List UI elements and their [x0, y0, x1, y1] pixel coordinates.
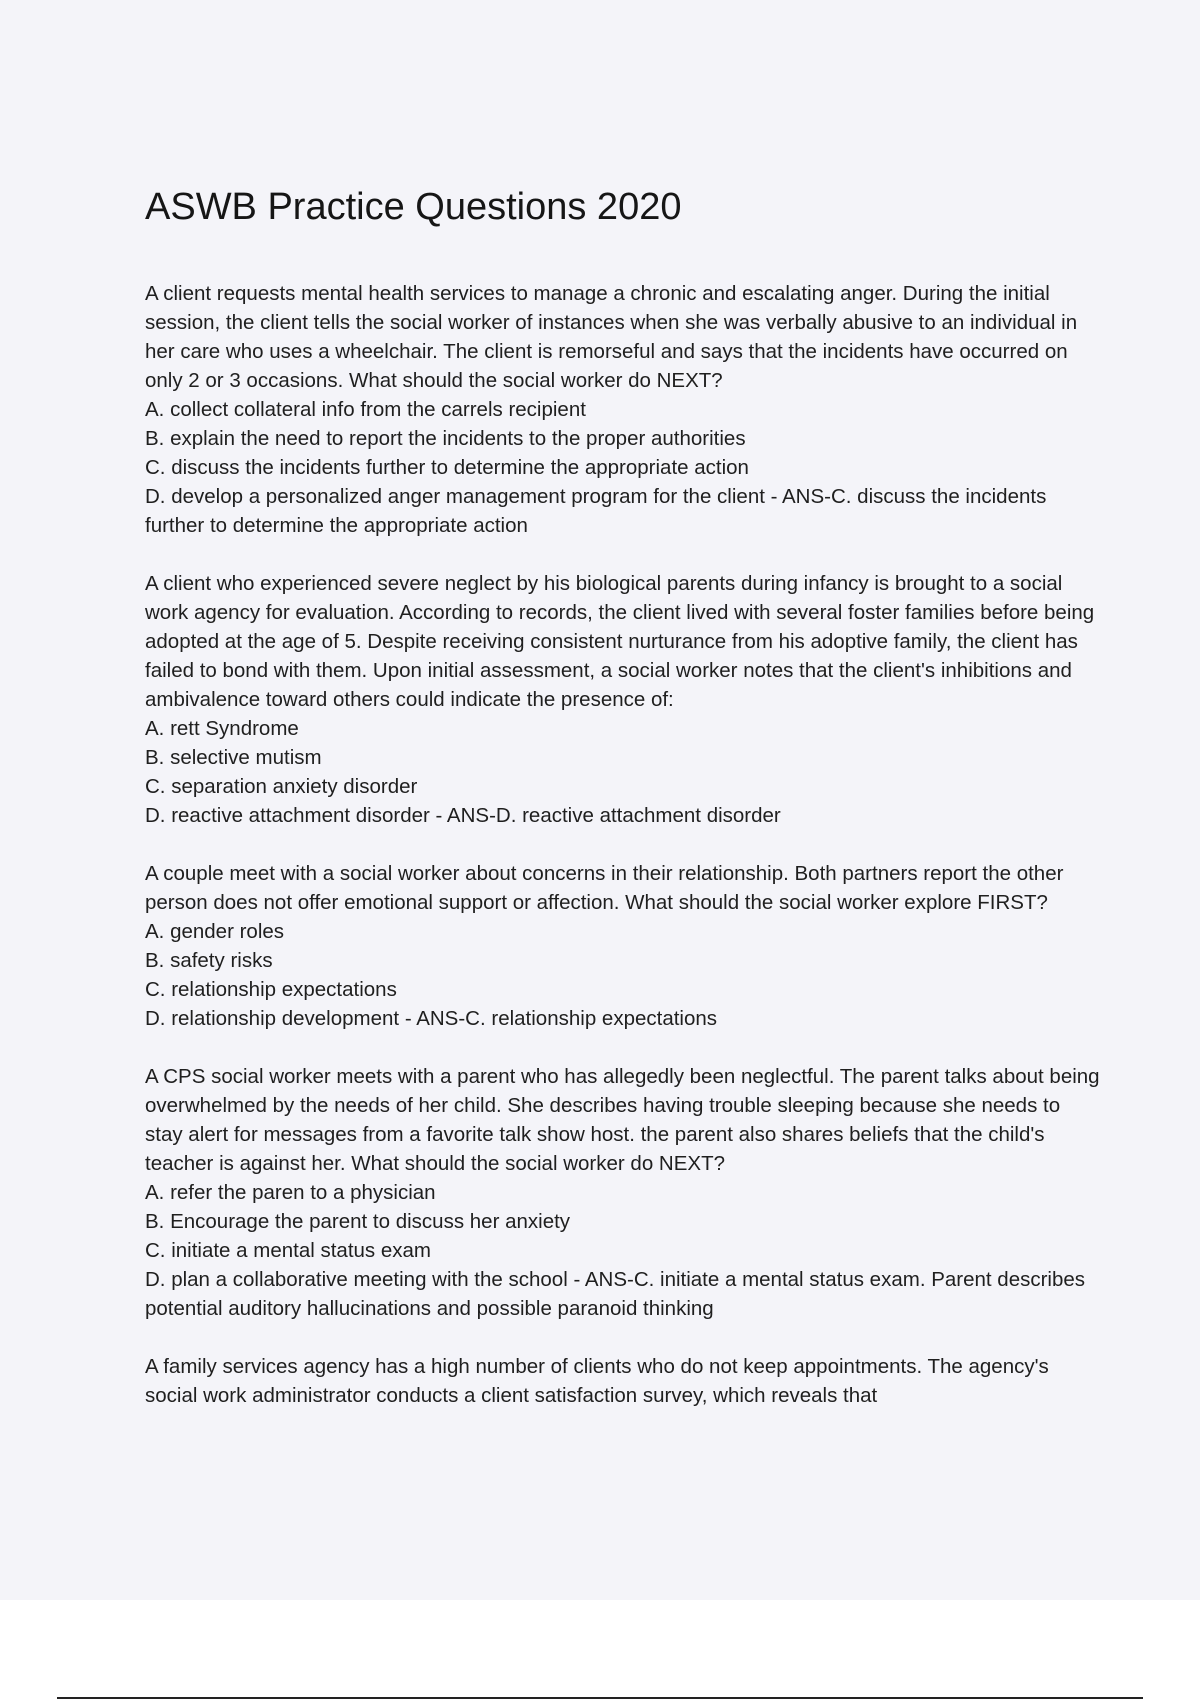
option-c: C. separation anxiety disorder [145, 775, 418, 798]
option-b: B. explain the need to report the incidents to the proper authorities [145, 427, 746, 450]
option-c: C. relationship expectations [145, 978, 397, 1001]
question-1 [145, 279, 1100, 540]
document-title: ASWB Practice Questions 2020 [145, 186, 682, 228]
page-bottom-rule [57, 1697, 1143, 1699]
option-d-with-answer: D. reactive attachment disorder - ANS-D. reactive attachment disorder [145, 804, 781, 827]
question-text: A client who experienced severe neglect by his biological parents during infancy is brought to a social work agency for evaluation. According to records, the client lived with several foster families before being adopted at the age of 5. Despite receiving consistent nurturance from his adoptive family, the client has failed to bond with them. Upon initial assessment, a social worker notes that the client's inhibitions and ambivalence toward others could indicate the presence of: [145, 572, 1095, 711]
option-d-with-answer: D. develop a personalized anger management program for the client - ANS-C. discuss the incidents further to determine the appropriate action [145, 485, 1047, 537]
question-list [145, 279, 1100, 1439]
option-d-with-answer: D. plan a collaborative meeting with the school - ANS-C. initiate a mental status exam. Parent describes potential auditory hallucinations and possible paranoid thinking [145, 1268, 1086, 1320]
question-4 [145, 1062, 1100, 1323]
option-a: A. rett Syndrome [145, 717, 299, 740]
option-b: B. selective mutism [145, 746, 322, 769]
option-d-with-answer: D. relationship development - ANS-C. relationship expectations [145, 1007, 718, 1030]
option-a: A. refer the paren to a physician [145, 1181, 436, 1204]
option-c: C. initiate a mental status exam [145, 1239, 431, 1262]
question-text: A couple meet with a social worker about concerns in their relationship. Both partners report the other person does not offer emotional support or affection. What should the social worker explore FIRST? [145, 862, 1064, 914]
question-text: A CPS social worker meets with a parent who has allegedly been neglectful. The parent talks about being overwhelmed by the needs of her child. She describes having trouble sleeping because she needs to stay alert for messages from a favorite talk show host. the parent also shares beliefs that the child's teacher is against her. What should the social worker do NEXT? [145, 1065, 1100, 1175]
question-5 [145, 1352, 1100, 1410]
option-b: B. Encourage the parent to discuss her anxiety [145, 1210, 571, 1233]
option-c: C. discuss the incidents further to determine the appropriate action [145, 456, 749, 479]
option-b: B. safety risks [145, 949, 273, 972]
question-2 [145, 569, 1100, 830]
question-text: A family services agency has a high number of clients who do not keep appointments. The agency's social work administrator conducts a client satisfaction survey, which reveals that [145, 1355, 1049, 1407]
option-a: A. gender roles [145, 920, 285, 943]
question-3 [145, 859, 1100, 1033]
option-a: A. collect collateral info from the carrels recipient [145, 398, 586, 421]
question-text: A client requests mental health services to manage a chronic and escalating anger. During the initial session, the client tells the social worker of instances when she was verbally abusive to an individual in her care who uses a wheelchair. The client is remorseful and says that the incidents have occurred on only 2 or 3 occasions. What should the social worker do NEXT? [145, 282, 1078, 392]
